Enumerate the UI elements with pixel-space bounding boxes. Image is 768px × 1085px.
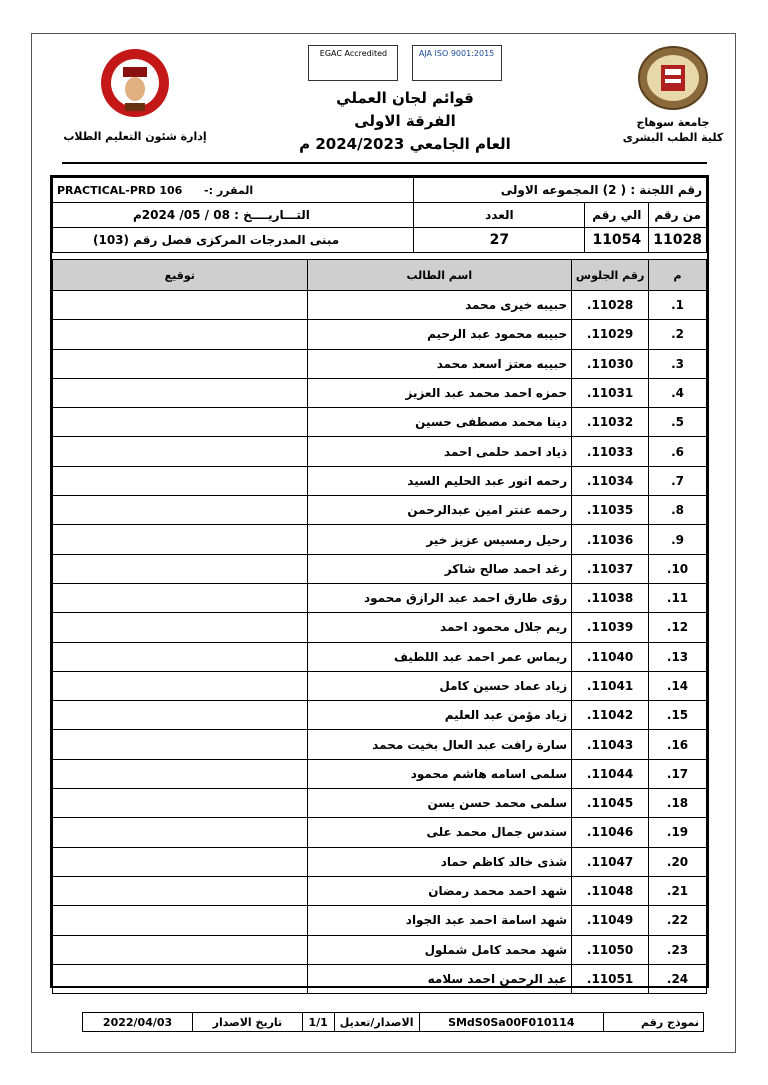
- signature-cell[interactable]: [53, 759, 308, 788]
- row-number: 24.: [649, 964, 707, 993]
- university-name: جامعة سوهاج: [636, 116, 710, 129]
- row-number: 16.: [649, 730, 707, 759]
- student-name: سلمى محمد حسن يسن: [307, 789, 572, 818]
- title-line-3: العام الجامعي 2024/2023 م: [299, 135, 511, 153]
- row-number: 22.: [649, 906, 707, 935]
- egac-cert-text: EGAC Accredited: [319, 49, 388, 58]
- seat-number: 11030.: [572, 349, 649, 378]
- student-name: ذياد احمد حلمى احمد: [307, 437, 572, 466]
- seat-number: 11044.: [572, 759, 649, 788]
- seat-number: 11050.: [572, 935, 649, 964]
- committee-number: رقم اللجنة : ( 2) المجموعه الاولى: [414, 178, 707, 203]
- seat-number: 11036.: [572, 525, 649, 554]
- student-name: عبد الرحمن احمد سلامه: [307, 964, 572, 993]
- row-number: 15.: [649, 701, 707, 730]
- table-row: [53, 847, 707, 876]
- signature-cell[interactable]: [53, 408, 308, 437]
- student-name: رحيل رمسيس عزيز خير: [307, 525, 572, 554]
- row-number: 4.: [649, 378, 707, 407]
- seat-number: 11049.: [572, 906, 649, 935]
- header-center: [280, 45, 530, 156]
- row-number: 23.: [649, 935, 707, 964]
- student-name: شهد احمد محمد رمضان: [307, 876, 572, 905]
- course-value: PRACTICAL-PRD 106: [57, 183, 183, 197]
- committee-sheet: [50, 175, 709, 988]
- seat-number: 11046.: [572, 818, 649, 847]
- header-divider: [62, 162, 707, 164]
- table-row: [53, 349, 707, 378]
- seat-number: 11037.: [572, 554, 649, 583]
- signature-cell[interactable]: [53, 613, 308, 642]
- form-number-label: نموذج رقم: [603, 1013, 703, 1031]
- row-number: 19.: [649, 818, 707, 847]
- table-row: [53, 906, 707, 935]
- row-number: 17.: [649, 759, 707, 788]
- student-name: ريماس عمر احمد عبد اللطيف: [307, 642, 572, 671]
- signature-cell[interactable]: [53, 935, 308, 964]
- seat-number: 11043.: [572, 730, 649, 759]
- faculty-name: كلية الطب البشرى: [622, 131, 724, 144]
- title-line-1: قوائم لجان العملي: [336, 89, 474, 107]
- table-row: [53, 554, 707, 583]
- faculty-block: [60, 45, 210, 143]
- table-row: [53, 876, 707, 905]
- student-name: حبيبه محمود عبد الرحيم: [307, 320, 572, 349]
- seat-number: 11029.: [572, 320, 649, 349]
- signature-cell[interactable]: [53, 847, 308, 876]
- students-table: [52, 259, 707, 994]
- aja-cert-text: AJA ISO 9001:2015: [418, 49, 495, 58]
- row-number: 21.: [649, 876, 707, 905]
- seat-number: 11039.: [572, 613, 649, 642]
- table-row: [53, 789, 707, 818]
- student-name: سلمى اسامه هاشم محمود: [307, 759, 572, 788]
- signature-cell[interactable]: [53, 349, 308, 378]
- from-label: من رقم: [649, 203, 707, 228]
- exam-date: التـــاريــــخ : 08 / 05/ 2024م: [53, 203, 414, 228]
- title-line-2: الفرقة الاولى: [354, 112, 456, 130]
- version-label: الاصدار/تعديل: [334, 1013, 419, 1031]
- col-name-header: اسم الطالب: [307, 260, 572, 291]
- student-name: سارة رافت عبد العال بخيت محمد: [307, 730, 572, 759]
- table-row: [53, 730, 707, 759]
- row-number: 20.: [649, 847, 707, 876]
- col-seat-header: رقم الجلوس: [572, 260, 649, 291]
- table-row: [53, 496, 707, 525]
- signature-cell[interactable]: [53, 466, 308, 495]
- form-number-value: SMdS0Sa00F010114: [419, 1013, 603, 1031]
- table-row: [53, 671, 707, 700]
- table-row: [53, 642, 707, 671]
- student-name: شهد اسامة احمد عبد الجواد: [307, 906, 572, 935]
- table-row: [53, 291, 707, 320]
- signature-cell[interactable]: [53, 789, 308, 818]
- seat-number: 11040.: [572, 642, 649, 671]
- count-label: العدد: [414, 203, 585, 228]
- table-row: [53, 818, 707, 847]
- seat-number: 11034.: [572, 466, 649, 495]
- table-row: [53, 437, 707, 466]
- student-name: حبيبه معتز اسعد محمد: [307, 349, 572, 378]
- seat-number: 11033.: [572, 437, 649, 466]
- row-number: 12.: [649, 613, 707, 642]
- row-number: 3.: [649, 349, 707, 378]
- student-name: دينا محمد مصطفى حسين: [307, 408, 572, 437]
- table-header-row: [53, 260, 707, 291]
- seat-number: 11042.: [572, 701, 649, 730]
- table-row: [53, 964, 707, 993]
- committee-info-table: [52, 177, 707, 253]
- student-name: رغد احمد صالح شاكر: [307, 554, 572, 583]
- table-row: [53, 613, 707, 642]
- student-name: ريم جلال محمود احمد: [307, 613, 572, 642]
- signature-cell[interactable]: [53, 437, 308, 466]
- seat-number: 11041.: [572, 671, 649, 700]
- student-name: شهد محمد كامل شملول: [307, 935, 572, 964]
- signature-cell[interactable]: [53, 642, 308, 671]
- signature-cell[interactable]: [53, 378, 308, 407]
- row-number: 6.: [649, 437, 707, 466]
- signature-cell[interactable]: [53, 291, 308, 320]
- university-seal-icon: [635, 45, 711, 111]
- student-name: زياد عماد حسين كامل: [307, 671, 572, 700]
- seat-number: 11045.: [572, 789, 649, 818]
- exam-location: مبنى المدرجات المركزى فصل رقم (103): [53, 228, 414, 253]
- col-num-header: م: [649, 260, 707, 291]
- university-block: [618, 45, 728, 145]
- student-name: رؤى طارق احمد عبد الرازق محمود: [307, 583, 572, 612]
- faculty-logo-icon: [93, 45, 177, 121]
- seat-number: 11047.: [572, 847, 649, 876]
- row-number: 9.: [649, 525, 707, 554]
- table-row: [53, 583, 707, 612]
- seat-number: 11038.: [572, 583, 649, 612]
- signature-cell[interactable]: [53, 701, 308, 730]
- to-value: 11054: [585, 228, 649, 253]
- students-body: [53, 291, 707, 994]
- row-number: 7.: [649, 466, 707, 495]
- row-number: 1.: [649, 291, 707, 320]
- signature-cell[interactable]: [53, 730, 308, 759]
- row-number: 2.: [649, 320, 707, 349]
- signature-cell[interactable]: [53, 525, 308, 554]
- issue-date-value: 2022/04/03: [102, 1015, 173, 1029]
- signature-cell[interactable]: [53, 818, 308, 847]
- student-name: زياد مؤمن عبد العليم: [307, 701, 572, 730]
- signature-cell[interactable]: [53, 320, 308, 349]
- row-number: 10.: [649, 554, 707, 583]
- seat-number: 11028.: [572, 291, 649, 320]
- signature-cell[interactable]: [53, 964, 308, 993]
- table-row: [53, 466, 707, 495]
- row-number: 5.: [649, 408, 707, 437]
- student-name: رحمه انور عبد الحليم السيد: [307, 466, 572, 495]
- row-number: 14.: [649, 671, 707, 700]
- student-name: رحمه عنتر امين عبدالرحمن: [307, 496, 572, 525]
- table-row: [53, 378, 707, 407]
- seat-number: 11032.: [572, 408, 649, 437]
- egac-cert-badge: [308, 45, 398, 81]
- table-row: [53, 408, 707, 437]
- seat-number: 11031.: [572, 378, 649, 407]
- row-number: 18.: [649, 789, 707, 818]
- seat-number: 11035.: [572, 496, 649, 525]
- table-row: [53, 759, 707, 788]
- signature-cell[interactable]: [53, 906, 308, 935]
- course-label: المقرر :-: [204, 183, 254, 197]
- row-number: 11.: [649, 583, 707, 612]
- signature-cell[interactable]: [53, 583, 308, 612]
- department-name: إدارة شئون التعليم الطلاب: [63, 130, 207, 143]
- seat-number: 11048.: [572, 876, 649, 905]
- col-sign-header: توقيع: [53, 260, 308, 291]
- course-cell: [53, 178, 414, 203]
- signature-cell[interactable]: [53, 496, 308, 525]
- table-row: [53, 935, 707, 964]
- issue-date-label: تاريخ الاصدار: [193, 1013, 303, 1031]
- student-name: حبيبه خيرى محمد: [307, 291, 572, 320]
- student-name: شذى خالد كاظم حماد: [307, 847, 572, 876]
- student-name: سندس جمال محمد على: [307, 818, 572, 847]
- count-value: 27: [414, 228, 585, 253]
- signature-cell[interactable]: [53, 671, 308, 700]
- table-row: [53, 701, 707, 730]
- table-row: [53, 525, 707, 554]
- aja-cert-badge: [412, 45, 502, 81]
- student-name: حمزه احمد محمد عبد العزيز: [307, 378, 572, 407]
- row-number: 13.: [649, 642, 707, 671]
- from-value: 11028: [649, 228, 707, 253]
- row-number: 8.: [649, 496, 707, 525]
- seat-number: 11051.: [572, 964, 649, 993]
- to-label: الي رقم: [585, 203, 649, 228]
- table-row: [53, 320, 707, 349]
- signature-cell[interactable]: [53, 554, 308, 583]
- signature-cell[interactable]: [53, 876, 308, 905]
- document-footer: [82, 1012, 704, 1032]
- version-value: 1/1: [302, 1013, 334, 1031]
